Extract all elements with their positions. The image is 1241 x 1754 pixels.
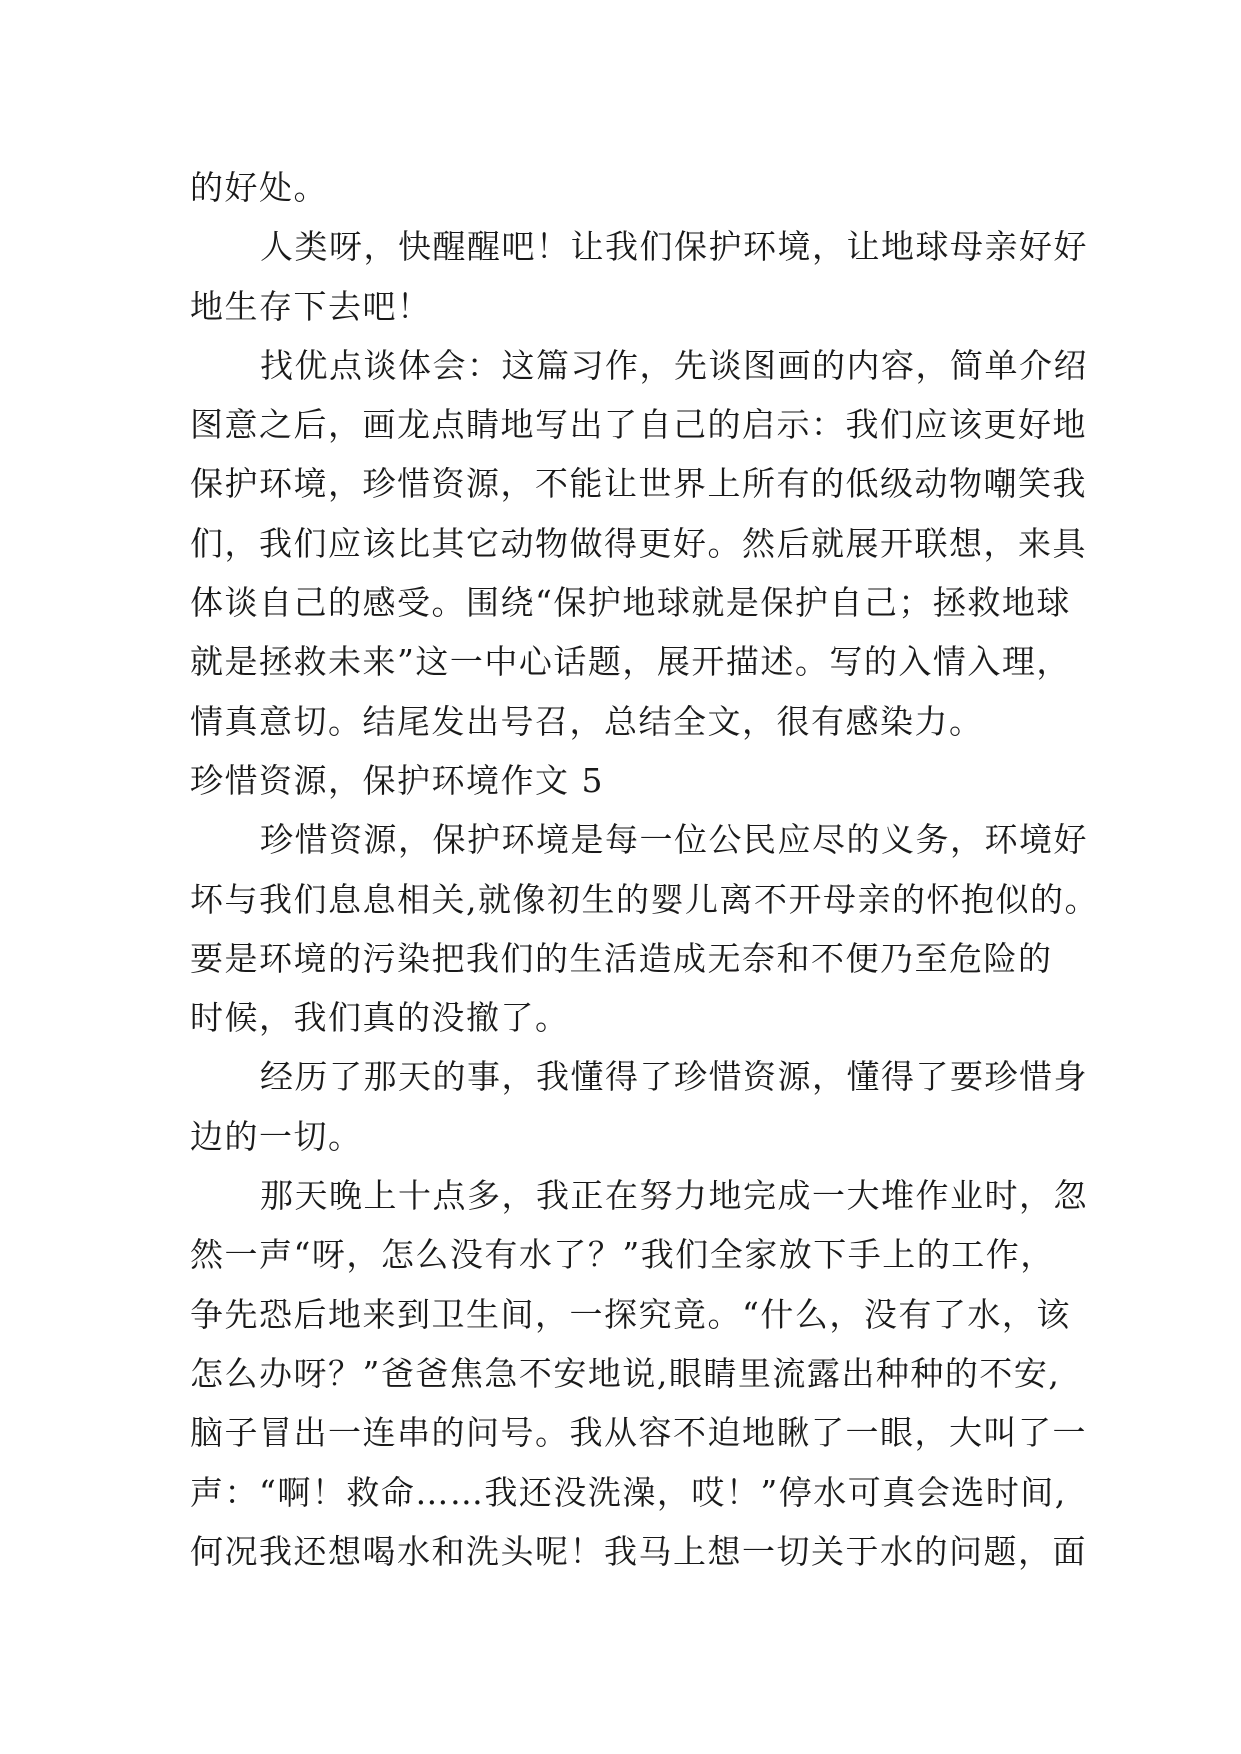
text-line: 边的一切。 bbox=[190, 1116, 363, 1156]
text-line: 脑子冒出一连串的问号。我从容不迫地瞅了一眼，大叫了一 bbox=[190, 1413, 1087, 1453]
text-line: 经历了那天的事，我懂得了珍惜资源，懂得了要珍惜身 bbox=[260, 1057, 1088, 1097]
text-line: 时候，我们真的没撤了。 bbox=[190, 998, 570, 1038]
text-line: 就是拯救未来”这一中心话题，展开描述。写的入情入理， bbox=[190, 642, 1071, 682]
text-line: 的好处。 bbox=[190, 168, 328, 207]
text-line: 要是环境的污染把我们的生活造成无奈和不便乃至危险的 bbox=[190, 938, 1053, 978]
text-line: 体谈自己的感受。围绕“保护地球就是保护自己；拯救地球 bbox=[190, 583, 1071, 623]
text-line: 坏与我们息息相关,就像初生的婴儿离不开母亲的怀抱似的。 bbox=[190, 879, 1099, 919]
text-line: 图意之后，画龙点睛地写出了自己的启示：我们应该更好地 bbox=[190, 405, 1087, 445]
text-line: 珍惜资源，保护环境作文 5 bbox=[190, 760, 604, 800]
text-line: 人类呀，快醒醒吧！让我们保护环境，让地球母亲好好 bbox=[260, 227, 1088, 267]
text-line: 何况我还想喝水和洗头呢！我马上想一切关于水的问题，面 bbox=[190, 1531, 1087, 1571]
text-line: 怎么办呀？”爸爸焦急不安地说,眼睛里流露出种种的不安, bbox=[190, 1353, 1061, 1393]
text-line: 保护环境，珍惜资源，不能让世界上所有的低级动物嘲笑我 bbox=[190, 464, 1087, 504]
text-line: 地生存下去吧！ bbox=[190, 286, 432, 326]
text-line: 情真意切。结尾发出号召，总结全文，很有感染力。 bbox=[190, 701, 984, 741]
text-line: 们，我们应该比其它动物做得更好。然后就展开联想，来具 bbox=[190, 523, 1087, 563]
text-line: 找优点谈体会：这篇习作，先谈图画的内容，简单介绍 bbox=[260, 345, 1088, 385]
text-line: 声：“啊！救命……我还没洗澡，哎！”停水可真会选时间, bbox=[190, 1472, 1067, 1512]
text-line: 那天晚上十点多，我正在努力地完成一大堆作业时，忽 bbox=[260, 1176, 1088, 1216]
text-line: 争先恐后地来到卫生间，一探究竟。“什么，没有了水，该 bbox=[190, 1294, 1071, 1334]
text-line: 珍惜资源，保护环境是每一位公民应尽的义务，环境好 bbox=[260, 820, 1088, 860]
text-line: 然一声“呀，怎么没有水了？”我们全家放下手上的工作， bbox=[190, 1235, 1055, 1275]
document-body bbox=[190, 158, 1099, 1581]
